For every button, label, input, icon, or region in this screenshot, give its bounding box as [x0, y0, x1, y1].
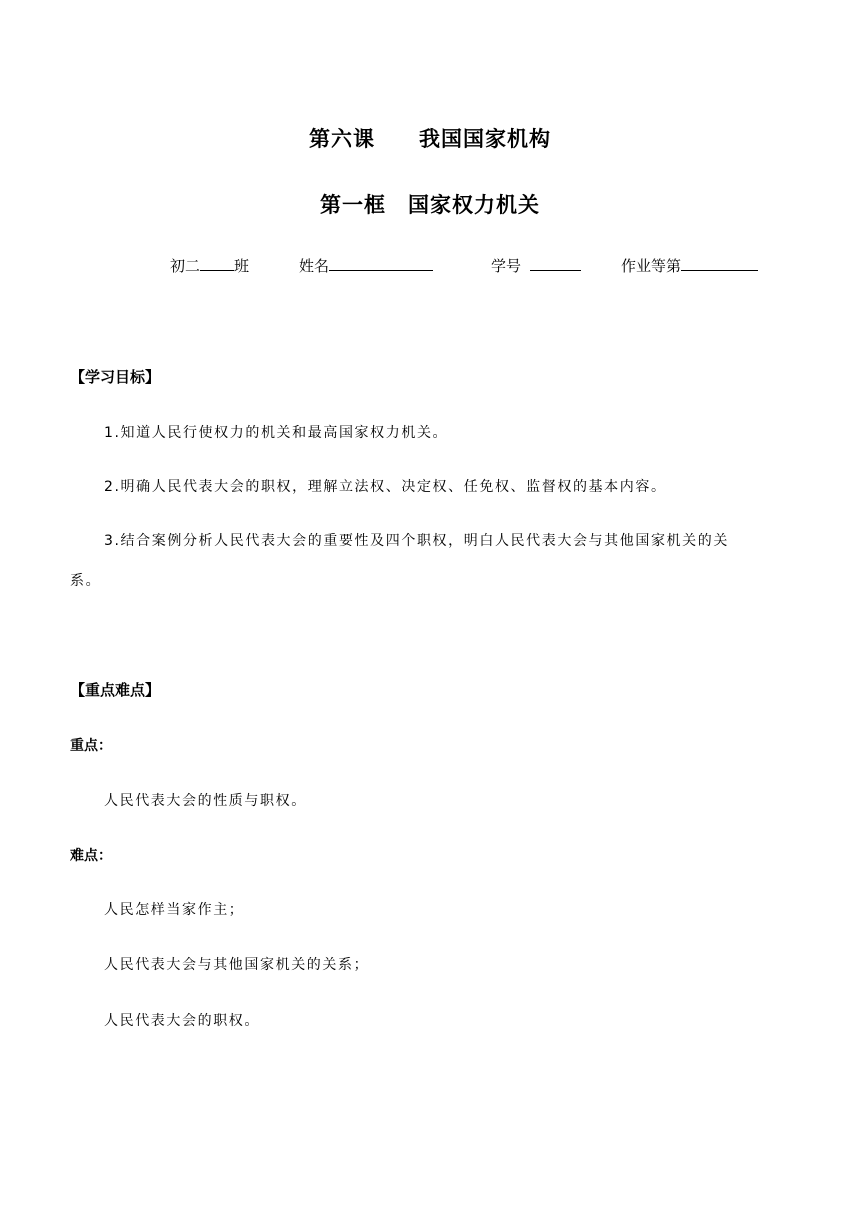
difficulty-item: 人民代表大会的职权。	[104, 1013, 260, 1029]
student-info-line	[0, 255, 860, 279]
class-blank[interactable]	[200, 255, 234, 271]
grade-field	[621, 255, 758, 276]
name-label: 姓名	[299, 257, 330, 275]
lesson-title: 第六课 我国国家机构	[309, 127, 551, 151]
student-no-label: 学号	[491, 257, 522, 275]
student-no-blank[interactable]	[530, 255, 581, 271]
class-field	[170, 255, 249, 276]
focus-label: 重点：	[70, 738, 112, 754]
class-prefix-label: 初二	[170, 257, 201, 275]
student-no-field	[491, 255, 581, 276]
objective-item: 2.明确人民代表大会的职权，理解立法权、决定权、任免权、监督权的基本内容。	[104, 479, 667, 495]
grade-blank[interactable]	[681, 255, 758, 271]
class-suffix-label: 班	[234, 257, 250, 275]
section-title: 第一框 国家权力机关	[320, 193, 540, 217]
objective-item-continuation: 系。	[70, 573, 102, 589]
objectives-heading: 【学习目标】	[70, 368, 161, 386]
grade-label: 作业等第	[621, 257, 682, 275]
objective-item: 1.知道人民行使权力的机关和最高国家权力机关。	[104, 425, 449, 441]
focus-item: 人民代表大会的性质与职权。	[104, 793, 307, 809]
objective-item: 3.结合案例分析人民代表大会的重要性及四个职权，明白人民代表大会与其他国家机关的关	[104, 533, 729, 549]
key-points-heading: 【重点难点】	[70, 681, 161, 699]
name-blank[interactable]	[329, 255, 433, 271]
difficulty-item: 人民怎样当家作主；	[104, 902, 245, 918]
name-field	[299, 255, 433, 276]
difficulty-label: 难点：	[70, 848, 112, 864]
difficulty-item: 人民代表大会与其他国家机关的关系；	[104, 957, 370, 973]
